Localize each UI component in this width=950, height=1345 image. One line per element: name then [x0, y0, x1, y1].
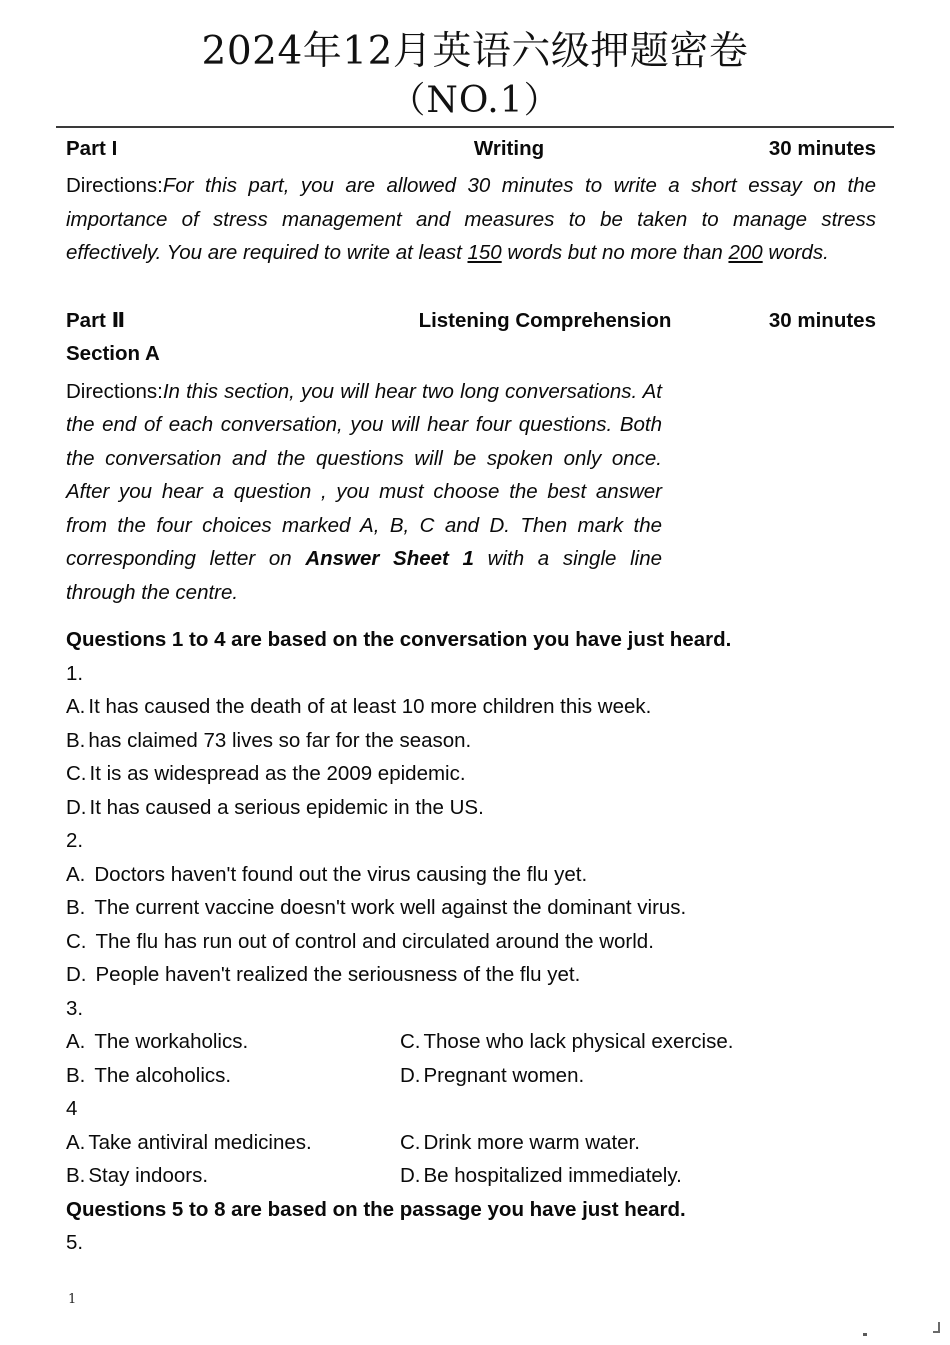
part-1-max-words: 200: [728, 241, 763, 264]
option-text: Stay indoors.: [88, 1164, 209, 1187]
option-3-d[interactable]: [400, 1059, 584, 1093]
part-2-directions: [66, 375, 662, 610]
option-3-a[interactable]: [66, 1025, 248, 1059]
option-text: People haven't realized the seriousness of the flu yet.: [95, 963, 581, 986]
part-2-header: [66, 306, 876, 336]
option-2-a[interactable]: [66, 858, 876, 892]
option-text: The workaholics.: [94, 1030, 249, 1053]
question-block-5: [66, 1226, 876, 1260]
option-text: Pregnant women.: [423, 1063, 585, 1087]
part-2-time: 30 minutes: [768, 308, 876, 332]
option-label: C.: [66, 929, 87, 953]
option-label: C.: [400, 1030, 421, 1053]
option-2-d[interactable]: [66, 958, 876, 992]
title-divider: [56, 126, 894, 128]
option-4-a[interactable]: [66, 1126, 312, 1160]
part-1-time: 30 minutes: [768, 137, 876, 160]
section-spacer: [66, 270, 876, 306]
question-number-3: 3.: [66, 996, 84, 1020]
section-a-label: Section A: [66, 341, 160, 365]
question-block-1: [66, 657, 876, 825]
part-1-directions-text-1: For this part, you are allowed 30 minutes to write a short essay on the importance of stress management and measures to be taken to manage stress effectively. You are required to write at least: [66, 174, 876, 264]
question-number-4: 4: [66, 1097, 78, 1120]
option-text: Drink more warm water.: [423, 1130, 640, 1154]
part-1-directions-text-2: words but no more than: [501, 241, 729, 264]
option-1-b[interactable]: [66, 724, 876, 758]
exam-content: [66, 134, 876, 1260]
option-3-b[interactable]: [66, 1059, 231, 1093]
part-1-header: [66, 134, 876, 164]
option-label: A.: [66, 862, 86, 886]
option-text: The flu has run out of control and circulated around the world.: [95, 929, 654, 953]
option-text: The current vaccine doesn't work well against the dominant virus.: [94, 896, 687, 919]
option-2-b[interactable]: [66, 891, 876, 925]
option-label: B.: [66, 728, 86, 752]
option-1-d[interactable]: [66, 791, 876, 825]
answer-sheet-reference: Answer Sheet 1: [305, 547, 474, 570]
scan-artifact-corner: [938, 1322, 940, 1333]
option-text: It has caused a serious epidemic in the US.: [89, 795, 484, 819]
page-number: 1: [68, 1292, 77, 1307]
option-label: A.: [66, 695, 86, 718]
option-row-3-2: [66, 1059, 876, 1093]
option-label: B.: [66, 896, 86, 919]
question-block-3: [66, 992, 876, 1093]
part-1-directions-text-3: words.: [762, 241, 829, 264]
option-label: B.: [66, 1164, 86, 1187]
option-label: D.: [400, 1164, 421, 1187]
option-3-c[interactable]: [400, 1025, 733, 1059]
part-2-label: Part Ⅱ: [66, 308, 126, 332]
question-number-1: 1.: [66, 661, 84, 685]
part-1-directions-lead: Directions:: [66, 174, 163, 197]
option-4-d[interactable]: [400, 1159, 682, 1193]
question-block-2: [66, 824, 876, 992]
option-row-4-2: [66, 1159, 876, 1193]
part-1-directions: [66, 169, 876, 270]
option-text: The alcoholics.: [94, 1063, 232, 1087]
part-2-directions-text-1: In this section, you will hear two long conversations. At the end of each conversation, you will hear four questions. Both the conversation and the questions will be spoken only once. After you hear a question , you must choose the best answer from the four choices marked A, B, C and D. Then mark the corresponding letter on: [66, 379, 662, 570]
option-text: has claimed 73 lives so far for the season.: [88, 728, 472, 752]
part-2-directions-lead: Directions:: [66, 379, 163, 403]
option-1-c[interactable]: [66, 757, 876, 791]
option-text: Those who lack physical exercise.: [423, 1030, 734, 1053]
title-line-1: 2024年12月英语六级押题密卷: [201, 29, 749, 74]
question-number-5: 5.: [66, 1231, 84, 1254]
part-2-directions-text-2: with a single line through the centre.: [66, 547, 662, 604]
option-row-4-1: [66, 1126, 876, 1160]
option-label: D.: [400, 1063, 421, 1087]
option-label: A.: [66, 1130, 86, 1154]
part-1-name: Writing: [473, 137, 545, 160]
option-text: Doctors haven't found out the virus causing the flu yet.: [94, 862, 588, 886]
questions-1-4-heading: Questions 1 to 4 are based on the conversation you have just heard.: [66, 628, 732, 651]
option-row-3-1: [66, 1025, 876, 1059]
option-4-c[interactable]: [400, 1126, 640, 1160]
option-label: C.: [400, 1130, 421, 1154]
part-2-name: Listening Comprehension: [418, 308, 672, 332]
option-label: D.: [66, 795, 87, 819]
option-1-a[interactable]: [66, 690, 876, 724]
page-title: [0, 0, 950, 125]
questions-5-8-heading: Questions 5 to 8 are based on the passage you have just heard.: [66, 1197, 686, 1221]
option-text: Take antiviral medicines.: [88, 1130, 312, 1154]
option-label: D.: [66, 963, 87, 986]
part-1-label: Part I: [66, 137, 118, 160]
question-block-4: [66, 1092, 876, 1193]
option-4-b[interactable]: [66, 1159, 208, 1193]
option-label: B.: [66, 1063, 86, 1087]
option-label: A.: [66, 1030, 86, 1053]
option-text: Be hospitalized immediately.: [423, 1164, 682, 1187]
title-line-2: （NO.1）: [389, 80, 561, 122]
question-number-2: 2.: [66, 829, 84, 852]
part-1-min-words: 150: [467, 241, 502, 264]
option-label: C.: [66, 762, 87, 785]
option-text: It is as widespread as the 2009 epidemic.: [89, 762, 466, 785]
option-2-c[interactable]: [66, 925, 876, 959]
option-text: It has caused the death of at least 10 more children this week.: [88, 695, 652, 718]
scan-artifact-dot: [863, 1333, 867, 1336]
